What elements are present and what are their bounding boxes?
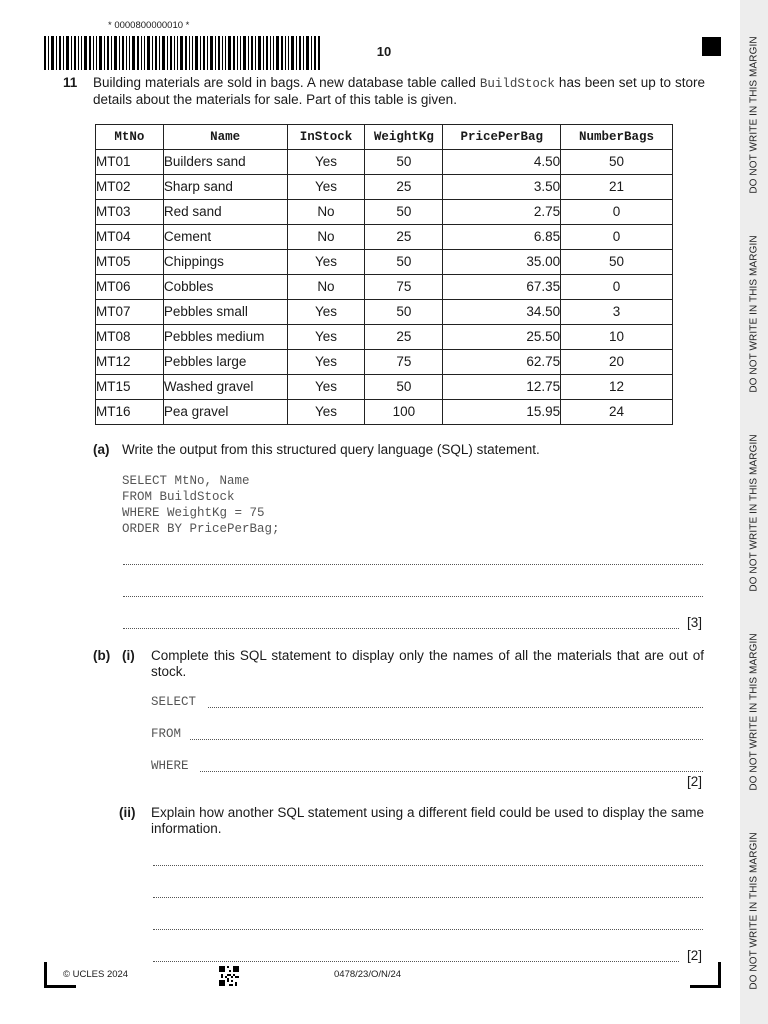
table-row [96, 400, 673, 425]
table-row [96, 225, 673, 250]
table-cell: 12 [561, 375, 673, 400]
table-row [96, 300, 673, 325]
table-cell: 50 [365, 200, 443, 225]
table-cell: 0 [561, 200, 673, 225]
table-cell: 25 [365, 225, 443, 250]
table-cell: 50 [365, 375, 443, 400]
table-row [96, 200, 673, 225]
sql-line: SELECT MtNo, Name [122, 474, 250, 488]
table-cell: 25 [365, 325, 443, 350]
table-cell: MT06 [96, 275, 164, 300]
table-cell: Pebbles large [163, 350, 287, 375]
where-answer-line[interactable] [200, 770, 703, 772]
table-cell: 50 [365, 250, 443, 275]
table-cell: Yes [287, 175, 365, 200]
table-cell: 15.95 [443, 400, 561, 425]
column-header: PricePerBag [443, 125, 561, 150]
registration-mark [702, 37, 721, 56]
select-answer-line[interactable] [208, 706, 703, 708]
table-cell: Chippings [163, 250, 287, 275]
part-a-label: (a) [93, 442, 110, 457]
table-cell: 6.85 [443, 225, 561, 250]
sql-keyword-from: FROM [151, 727, 182, 741]
table-cell: Sharp sand [163, 175, 287, 200]
table-cell: Pea gravel [163, 400, 287, 425]
table-name: BuildStock [479, 77, 555, 91]
sql-line: FROM BuildStock [122, 490, 235, 504]
table-cell: 24 [561, 400, 673, 425]
table-cell: Cobbles [163, 275, 287, 300]
answer-line[interactable] [123, 595, 703, 597]
corner-mark [718, 962, 721, 987]
table-cell: 2.75 [443, 200, 561, 225]
table-cell: 3.50 [443, 175, 561, 200]
answer-line[interactable] [153, 896, 703, 898]
marks-label: [3] [687, 615, 703, 630]
table-cell: Cement [163, 225, 287, 250]
table-row [96, 150, 673, 175]
paper-code: 0478/23/O/N/24 [334, 969, 402, 980]
table-cell: 100 [365, 400, 443, 425]
corner-mark [44, 962, 47, 987]
table-cell: Washed gravel [163, 375, 287, 400]
question-number: 11 [63, 75, 78, 90]
question-stem: Building materials are sold in bags. A new database table called BuildStock has been set up to store details about the materials for sale. Part of this table is given. [93, 75, 705, 107]
table-row [96, 325, 673, 350]
barcode-icon [44, 36, 320, 70]
corner-mark [44, 985, 76, 988]
table-cell: Pebbles small [163, 300, 287, 325]
table-cell: 4.50 [443, 150, 561, 175]
table-cell: MT08 [96, 325, 164, 350]
column-header: MtNo [96, 125, 164, 150]
table-cell: 35.00 [443, 250, 561, 275]
table-cell: No [287, 225, 365, 250]
table-cell: 10 [561, 325, 673, 350]
marks-label: [2] [687, 948, 703, 963]
table-header-row [96, 125, 673, 150]
table-cell: MT12 [96, 350, 164, 375]
table-cell: 3 [561, 300, 673, 325]
marks-label: [2] [687, 774, 703, 789]
table-cell: Red sand [163, 200, 287, 225]
table-cell: 67.35 [443, 275, 561, 300]
table-cell: MT01 [96, 150, 164, 175]
copyright: © UCLES 2024 [63, 969, 129, 980]
table-cell: 34.50 [443, 300, 561, 325]
table-cell: MT05 [96, 250, 164, 275]
table-cell: Yes [287, 150, 365, 175]
column-header: Name [163, 125, 287, 150]
table-cell: 75 [365, 350, 443, 375]
part-b-ii-prompt: Explain how another SQL statement using a different field could be used to display the same information. [151, 805, 704, 836]
qr-code-icon [219, 966, 239, 986]
part-b-ii-label: (ii) [119, 805, 136, 820]
corner-mark [690, 985, 721, 988]
table-cell: Yes [287, 300, 365, 325]
table-cell: Builders sand [163, 150, 287, 175]
answer-line[interactable] [153, 960, 679, 962]
table-cell: 50 [561, 250, 673, 275]
table-cell: 50 [365, 300, 443, 325]
sql-keyword-where: WHERE [151, 759, 189, 773]
table-cell: 25 [365, 175, 443, 200]
table-cell: MT16 [96, 400, 164, 425]
part-a-prompt: Write the output from this structured query language (SQL) statement. [122, 442, 540, 457]
part-b-i-prompt: Complete this SQL statement to display only the names of all the materials that are out of stock. [151, 648, 704, 679]
table-cell: 12.75 [443, 375, 561, 400]
table-cell: 25.50 [443, 325, 561, 350]
table-cell: 20 [561, 350, 673, 375]
answer-line[interactable] [123, 627, 679, 629]
table-cell: MT02 [96, 175, 164, 200]
table-cell: Yes [287, 350, 365, 375]
table-cell: Yes [287, 250, 365, 275]
table-row [96, 175, 673, 200]
buildstock-table [95, 124, 673, 425]
table-cell: MT15 [96, 375, 164, 400]
sql-line: ORDER BY PricePerBag; [122, 522, 280, 536]
table-cell: Yes [287, 375, 365, 400]
table-cell: Yes [287, 400, 365, 425]
answer-line[interactable] [123, 563, 703, 565]
table-cell: Yes [287, 325, 365, 350]
table-row [96, 375, 673, 400]
table-cell: 0 [561, 275, 673, 300]
table-cell: 50 [561, 150, 673, 175]
column-header: InStock [287, 125, 365, 150]
table-row [96, 275, 673, 300]
sql-keyword-select: SELECT [151, 695, 197, 709]
column-header: NumberBags [561, 125, 673, 150]
table-cell: 0 [561, 225, 673, 250]
part-b-label: (b) [93, 648, 111, 663]
table-cell: 50 [365, 150, 443, 175]
table-cell: MT03 [96, 200, 164, 225]
sql-line: WHERE WeightKg = 75 [122, 506, 265, 520]
table-cell: 62.75 [443, 350, 561, 375]
table-cell: 75 [365, 275, 443, 300]
table-cell: 21 [561, 175, 673, 200]
column-header: WeightKg [365, 125, 443, 150]
table-cell: Pebbles medium [163, 325, 287, 350]
answer-line[interactable] [153, 864, 703, 866]
table-cell: MT07 [96, 300, 164, 325]
table-cell: No [287, 275, 365, 300]
table-cell: MT04 [96, 225, 164, 250]
part-b-i-label: (i) [122, 648, 135, 663]
answer-line[interactable] [153, 928, 703, 930]
from-answer-line[interactable] [190, 738, 703, 740]
page-number: 10 [376, 44, 392, 59]
table-cell: No [287, 200, 365, 225]
barcode-number: * 0000800000010 * [108, 20, 190, 31]
table-row [96, 350, 673, 375]
table-row [96, 250, 673, 275]
